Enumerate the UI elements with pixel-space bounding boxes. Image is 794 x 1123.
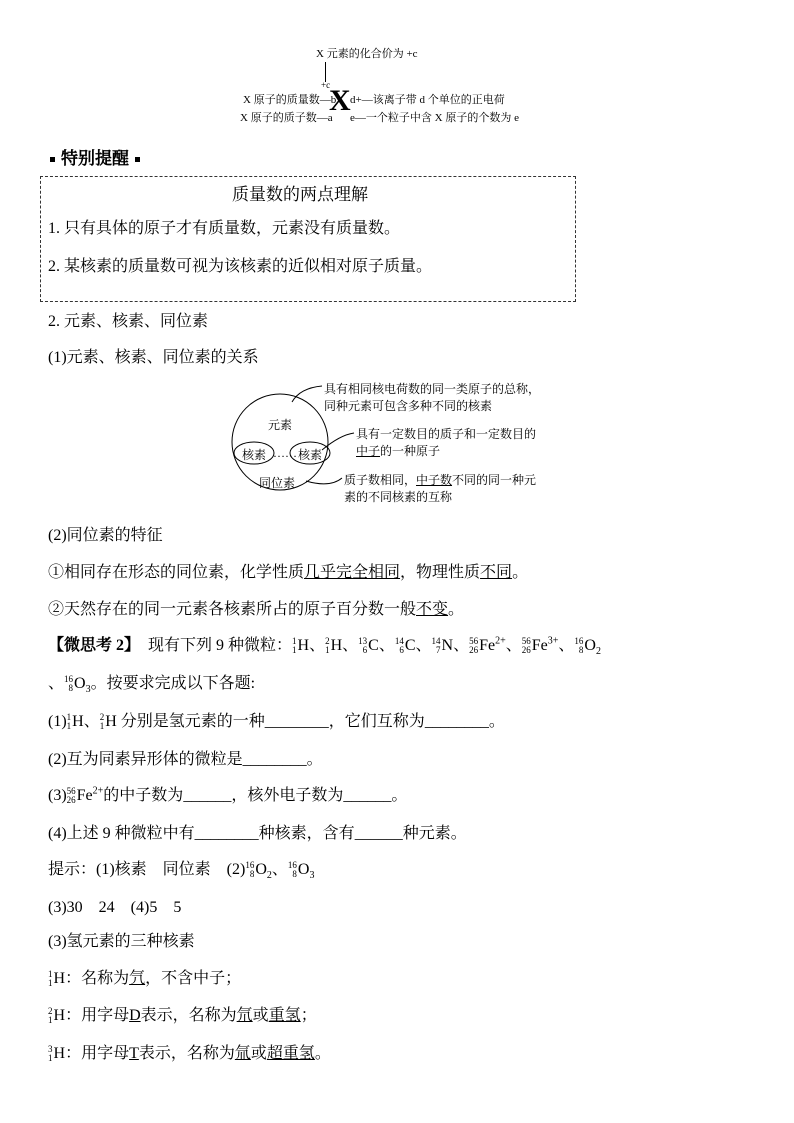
question-4: (4)上述 9 种微粒中有________种核素，含有______种元素。 xyxy=(48,825,467,842)
desc-nuclide-line1: 具有一定数目的质子和一定数目的 xyxy=(356,427,537,441)
question-2: (2)互为同素异形体的微粒是________。 xyxy=(48,751,323,768)
diagram-nuclide-label-right: 核素 xyxy=(298,448,323,462)
special-reminder-title: 特别提醒 xyxy=(44,144,146,169)
desc-isotope-line1: 质子数相同，中子数不同的同一种元 xyxy=(344,473,537,487)
desc-isotope-line2: 素的不同核素的互称 xyxy=(344,490,453,504)
section-heading: 2. 元素、核素、同位素 xyxy=(48,313,209,330)
notation-charge-top: +c xyxy=(321,80,331,90)
hint-line-2: (3)30 24 (4)5 5 xyxy=(48,899,182,916)
square-bullet-icon xyxy=(50,157,55,162)
notation-mass-label: X 原子的质量数—b xyxy=(243,94,337,106)
notation-ion-charge-label: d+—该离子带 d 个单位的正电荷 xyxy=(350,94,505,106)
desc-nuclide-line2: 中子的一种原子 xyxy=(356,444,441,458)
hydrogen-protium: 1 1 H：名称为氕，不含中子； xyxy=(48,969,242,989)
reminder-item-1: 1. 只有具体的原子才有质量数，元素没有质量数。 xyxy=(48,220,401,237)
notation-atom-count-label: e—一个粒子中含 X 原子的个数为 e xyxy=(350,112,519,124)
subsection-features: (2)同位素的特征 xyxy=(48,527,163,544)
diagram-nuclide-label-left: 核素 xyxy=(242,448,267,462)
reminder-item-2: 2. 某核素的质量数可视为该核素的近似相对原子质量。 xyxy=(48,258,433,275)
notation-valence-label: X 元素的化合价为 +c xyxy=(316,48,418,60)
hydrogen-tritium: 3 1 H：用字母T表示，名称为氚或超重氢。 xyxy=(48,1044,331,1064)
hydrogen-heading: (3)氢元素的三种核素 xyxy=(48,933,195,950)
desc-element-line1: 具有相同核电荷数的同一类原子的总称， xyxy=(324,382,541,396)
desc-element-line2: 同种元素可包含多种不同的核素 xyxy=(324,399,493,413)
notation-proton-label: X 原子的质子数—a xyxy=(240,112,333,124)
question-1: (1) 1 1 H、 2 1 H 分别是氢元素的一种________，它们互称为________。 xyxy=(48,712,505,732)
diagram-element-label: 元素 xyxy=(268,418,293,432)
notation-symbol: X xyxy=(329,84,351,117)
subsection-relation: (1)元素、核素、同位素的关系 xyxy=(48,349,259,366)
reminder-box-title: 质量数的两点理解 xyxy=(232,185,368,204)
feature-2: ②天然存在的同一元素各核素所占的原子百分数一般不变。 xyxy=(48,601,465,618)
feature-1: ①相同存在形态的同位素，化学性质几乎完全相同，物理性质不同。 xyxy=(48,564,529,581)
question-3: (3) 56 26 $Fe^{2+}$的中子数为______，核外电子数为______。 xyxy=(48,785,408,806)
notation-connector xyxy=(325,62,326,82)
hint-line-1: 提示：(1)核素 同位素 (2) 16 8 $O_2$、 16 8 $O_3$ xyxy=(48,860,315,882)
think-question-line2: 、 16 8 $O_3$。按要求完成以下各题: xyxy=(48,674,256,696)
think-question-line: 【微思考 2】 现有下列 9 种微粒： 1 1 H、 2 1 H、 13 6 C、 14 6 C、 14 7 N、 56 26 $Fe^{2+}$、 56 26 $Fe^{3+}$、 16 8 $O_2$ xyxy=(48,635,601,658)
square-bullet-icon xyxy=(135,157,140,162)
leader-line-element xyxy=(292,386,322,402)
hydrogen-deuterium: 2 1 H：用字母D表示，名称为氘或重氢； xyxy=(48,1006,317,1026)
diagram-dots: …… xyxy=(273,446,297,460)
diagram-isotope-label: 同位素 xyxy=(259,476,296,490)
